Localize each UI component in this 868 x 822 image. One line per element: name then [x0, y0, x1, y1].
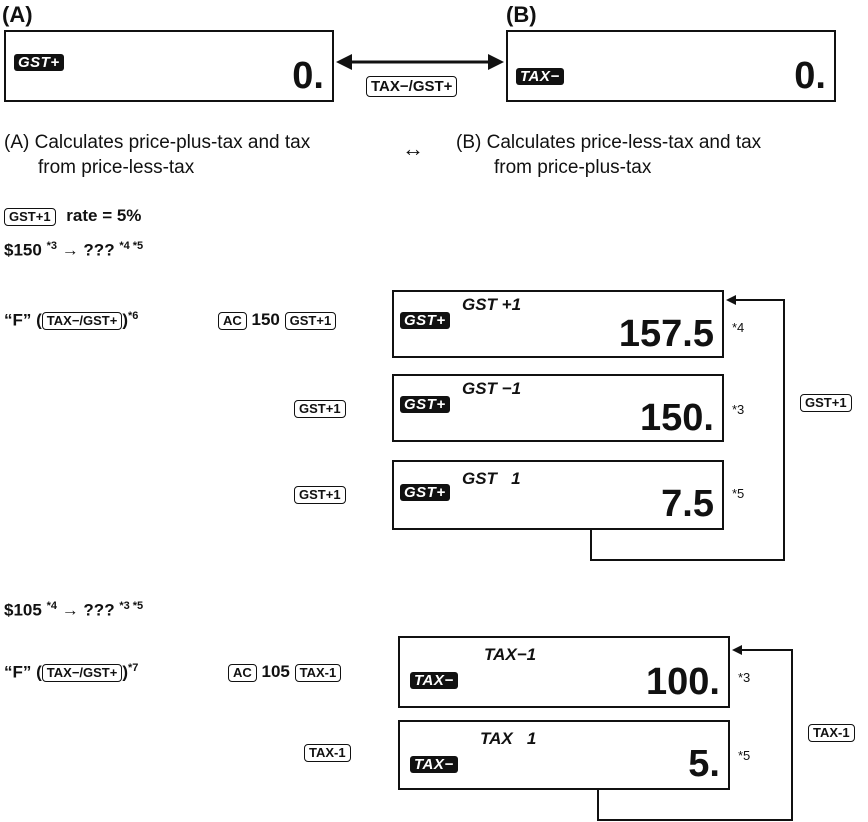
gst-plus-badge: GST+ [400, 312, 450, 329]
tax-gst-mode-key[interactable]: TAX−/GST+ [42, 664, 123, 682]
gst-indicator: GST +1 [462, 295, 522, 314]
gst-plus-one-key[interactable]: GST+1 [4, 208, 56, 226]
tax-indicator: TAX 1 [480, 729, 537, 748]
display-value: 5. [688, 743, 720, 785]
description-b [456, 130, 761, 180]
display-value: 150. [640, 397, 714, 439]
tax-minus-one-key[interactable]: TAX-1 [295, 664, 342, 682]
gst-plus-badge: GST+ [400, 396, 450, 413]
example2-keys [228, 662, 341, 682]
example1-step2 [294, 400, 346, 418]
description-a-line1: (A) Calculates price-plus-tax and tax [4, 132, 311, 153]
example1-title [4, 240, 143, 261]
ac-key[interactable]: AC [218, 312, 247, 330]
close-paren: ) [122, 662, 129, 682]
display-value: 100. [646, 661, 720, 703]
tax-minus-one-key[interactable]: TAX-1 [808, 724, 855, 742]
label-b: (B) [506, 2, 537, 27]
example2-step1 [4, 662, 138, 683]
example1-step1 [4, 310, 138, 331]
display-value: 7.5 [661, 483, 714, 525]
double-arrow-icon [334, 50, 506, 74]
tax-minus-badge: TAX− [410, 756, 458, 773]
footnote-ref: *5 [732, 486, 745, 501]
example1-amount: $150 [4, 240, 42, 260]
gst-plus-one-key[interactable]: GST+1 [285, 312, 337, 330]
example2-number: 105 [261, 662, 290, 681]
gst-plus-badge: GST+ [14, 54, 64, 71]
example1-keys [218, 310, 336, 330]
rate-text: rate = 5% [66, 206, 142, 225]
description-a-line2: from price-less-tax [38, 157, 195, 178]
footnote-ref: *4 [732, 320, 745, 335]
ac-key[interactable]: AC [228, 664, 257, 682]
example2-arrow: → ??? [61, 600, 120, 620]
tax-minus-one-key[interactable]: TAX-1 [304, 744, 351, 762]
label-a: (A) [2, 2, 33, 27]
loop-arrow-icon [594, 640, 798, 822]
footnote-ref: *3 [738, 670, 751, 685]
example1-number: 150 [251, 310, 280, 329]
gst-plus-one-key[interactable]: GST+1 [294, 400, 346, 418]
description-b-line1: (B) Calculates price-less-tax and tax [456, 132, 762, 153]
tax-minus-badge: TAX− [516, 68, 564, 85]
example1-step1-ref: *6 [128, 310, 139, 322]
example1-step3 [294, 486, 346, 504]
display-value: 157.5 [618, 313, 714, 355]
footnote-ref: *5 [738, 748, 751, 763]
gst-indicator: GST 1 [462, 469, 521, 488]
footnote-ref: *3 [732, 402, 745, 417]
example2-title [4, 600, 143, 621]
example2-step1-ref: *7 [128, 662, 139, 674]
example2-ref-a: *4 [46, 600, 57, 612]
example2-amount: $105 [4, 600, 42, 620]
function-label: “F” ( [4, 662, 42, 682]
example1-arrow: → ??? [61, 240, 120, 260]
display-a-value: 0. [292, 55, 324, 97]
description-a [4, 130, 310, 180]
description-b-line2: from price-plus-tax [494, 157, 652, 178]
display-b-value: 0. [794, 55, 826, 97]
bidirectional-arrow-icon: ↔ [402, 136, 424, 161]
tax-minus-badge: TAX− [410, 672, 458, 689]
example1-ref-b: *4 *5 [119, 240, 144, 252]
example2-loop-key [808, 724, 855, 742]
loop-arrow-icon [588, 290, 788, 562]
example2-step2 [304, 744, 351, 762]
gst-plus-one-key[interactable]: GST+1 [800, 394, 852, 412]
example1-loop-key [800, 394, 852, 412]
tax-indicator: TAX−1 [484, 645, 537, 664]
function-label: “F” ( [4, 310, 42, 330]
gst-indicator: GST −1 [462, 379, 522, 398]
rate-line [4, 206, 141, 226]
tax-gst-mode-key[interactable]: TAX−/GST+ [42, 312, 123, 330]
example1-ref-a: *3 [46, 240, 57, 252]
close-paren: ) [122, 310, 129, 330]
gst-plus-one-key[interactable]: GST+1 [294, 486, 346, 504]
display-a [4, 30, 334, 102]
gst-plus-badge: GST+ [400, 484, 450, 501]
example2-ref-b: *3 *5 [119, 600, 144, 612]
display-b [506, 30, 836, 102]
toggle-mode-key[interactable]: TAX−/GST+ [366, 76, 457, 97]
